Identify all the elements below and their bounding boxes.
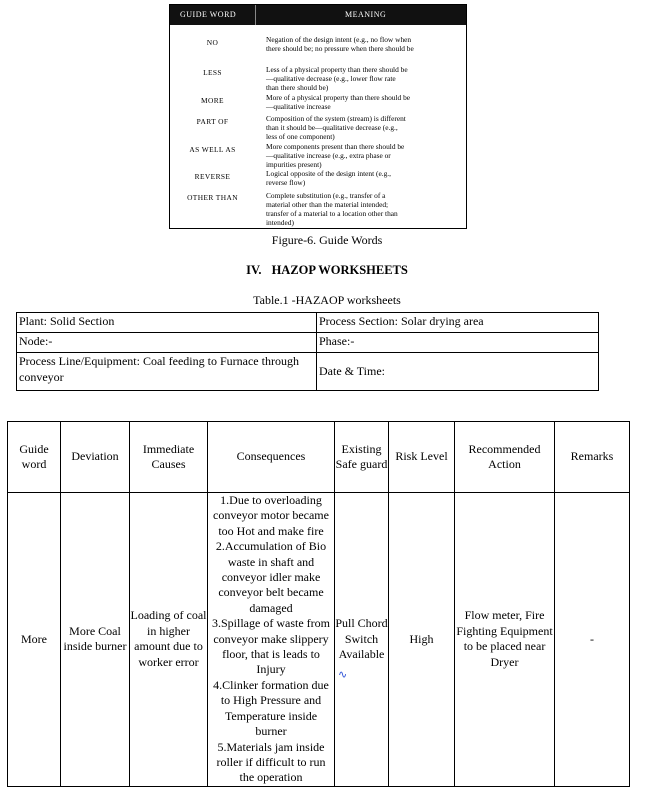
guide-word-meaning	[266, 65, 464, 92]
meaning-line: material other than the material intended;	[266, 200, 389, 209]
guide-word-meaning	[266, 142, 464, 169]
header-cell: Existing Safe guard	[335, 422, 389, 493]
section-heading	[0, 263, 654, 278]
consequence-item: 3.Spillage of waste from conveyor make slippery floor, that is leads to Injury	[212, 616, 330, 677]
meaning-line: less of one component)	[266, 132, 335, 141]
guide-word: AS WELL AS	[189, 145, 236, 154]
header-cell: Risk Level	[389, 422, 455, 493]
guide-word: REVERSE	[194, 172, 231, 181]
risk-level-cell: High	[389, 493, 455, 787]
node-cell: Node:-	[17, 333, 317, 353]
header-guide-word: GUIDE WORD	[180, 10, 237, 19]
spellcheck-squiggle-icon: ∿	[338, 669, 348, 681]
header-cell: Immediate Causes	[130, 422, 208, 493]
recommended-action-cell: Flow meter, Fire Fighting Equipment to be placed near Dryer	[455, 493, 555, 787]
header-cell: Deviation	[61, 422, 130, 493]
process-section-cell: Process Section: Solar drying area	[317, 313, 599, 333]
guide-word: PART OF	[196, 117, 229, 126]
consequences-cell	[208, 493, 335, 787]
header-cell: Consequences	[208, 422, 335, 493]
safeguard-cell: Pull Chord Switch Available	[335, 493, 389, 787]
meaning-line: than there should be)	[266, 83, 329, 92]
figure-caption: Figure-6. Guide Words	[271, 233, 383, 247]
meaning-line: there should be; no pressure when there should be	[266, 44, 414, 53]
plant-cell: Plant: Solid Section	[17, 313, 317, 333]
info-table	[16, 312, 599, 391]
meaning-line: Complete substitution (e.g., transfer of a	[266, 191, 386, 200]
table-caption: Table.1 -HAZAOP worksheets	[253, 293, 401, 307]
header-cell: Remarks	[555, 422, 630, 493]
meaning-line: Negation of the design intent (e.g., no flow when	[266, 35, 412, 44]
meaning-line: —qualitative increase (e.g., extra phase or	[266, 151, 391, 160]
guide-word-meaning	[266, 93, 464, 111]
section-number: IV.	[246, 263, 262, 277]
worksheet-header-row	[8, 422, 630, 493]
guide-word-meaning	[266, 35, 464, 53]
consequence-item: 2.Accumulation of Bio waste in shaft and conveyor idler make conveyor belt became damaged	[215, 539, 327, 615]
consequence-item: 1.Due to overloading conveyor motor became too Hot and make fire	[213, 493, 329, 538]
process-line-cell: Process Line/Equipment: Coal feeding to Furnace through conveyor	[17, 353, 317, 391]
meaning-line: —qualitative decrease (e.g., lower flow rate	[266, 74, 396, 83]
deviation-cell: More Coal inside burner	[61, 493, 130, 787]
meaning-line: Composition of the system (stream) is different	[266, 114, 406, 123]
table-row	[8, 493, 630, 787]
section-title: HAZOP WORKSHEETS	[271, 263, 408, 277]
meaning-line: Less of a physical property than there should be	[266, 65, 408, 74]
meaning-line: reverse flow)	[266, 178, 306, 187]
meaning-line: —qualitative increase	[266, 102, 331, 111]
figure-header	[170, 5, 466, 25]
guide-word-meaning	[266, 169, 464, 187]
consequence-item: 5.Materials jam inside roller if difficult to run the operation	[216, 739, 326, 785]
consequence-item: 4.Clinker formation due to High Pressure and Temperature inside burner	[213, 677, 329, 739]
guide-word: LESS	[203, 68, 222, 77]
guide-word-cell: More	[8, 493, 61, 787]
remarks-cell: -	[555, 493, 630, 787]
header-cell: Recommended Action	[455, 422, 555, 493]
meaning-line: transfer of a material to a location other than	[266, 209, 398, 218]
meaning-line: Logical opposite of the design intent (e.g.,	[266, 169, 391, 178]
header-divider	[255, 5, 256, 25]
guide-word-meaning	[266, 114, 464, 141]
guide-word: OTHER THAN	[187, 193, 238, 202]
date-time-cell: Date & Time:	[317, 353, 599, 391]
meaning-line: impurities present)	[266, 160, 322, 169]
phase-cell: Phase:-	[317, 333, 599, 353]
meaning-line: intended)	[266, 218, 294, 227]
header-meaning: MEANING	[345, 10, 387, 19]
meaning-line: More components present than there should be	[266, 142, 405, 151]
causes-cell: Loading of coal in higher amount due to worker error	[130, 493, 208, 787]
guide-word: NO	[206, 38, 219, 47]
header-cell: Guide word	[8, 422, 61, 493]
meaning-line: More of a physical property than there should be	[266, 93, 411, 102]
guide-word: MORE	[201, 96, 224, 105]
guide-word-meaning	[266, 191, 464, 227]
meaning-line: than it should be—qualitative decrease (e.g.,	[266, 123, 398, 132]
guide-word-figure	[169, 4, 467, 229]
hazop-worksheet-table	[7, 421, 630, 787]
